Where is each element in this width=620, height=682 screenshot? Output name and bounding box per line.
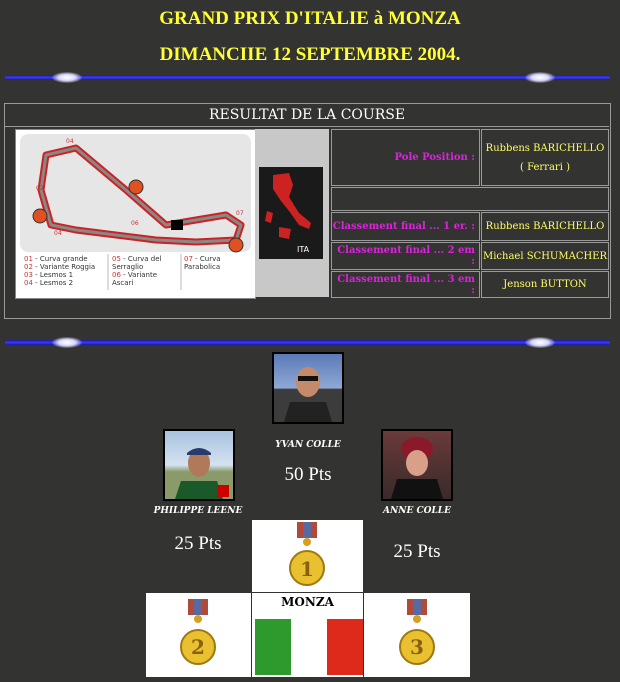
second-place-points: 25 Pts [174, 533, 222, 554]
legend-item: 04 - Lesmos 2 [24, 279, 74, 287]
spacer-row [331, 187, 609, 211]
legend-item: 01 - Curva grande [24, 255, 88, 263]
third-place-points: 25 Pts [393, 541, 441, 562]
results-header: RESULTAT DE LA COURSE [5, 104, 609, 127]
italy-map [255, 129, 329, 297]
flag-white [291, 619, 327, 675]
third-place-name: ANNE COLLE [383, 506, 451, 516]
circuit-map [15, 129, 256, 299]
medal-number: 3 [410, 635, 424, 659]
legend-item: 05 - Curva del Serraglio [112, 255, 162, 271]
svg-text:07: 07 [236, 210, 244, 217]
circuit-legend-col1 [24, 255, 106, 287]
second-place-label: Classement final ... 2 em : [331, 242, 480, 270]
podium-venue-block [252, 593, 363, 677]
medal-gold-icon [252, 520, 363, 592]
page-title: GRAND PRIX D'ITALIE à MONZA [159, 8, 461, 29]
svg-text:04: 04 [54, 230, 62, 237]
flag-green [255, 619, 291, 675]
first-place-value: Rubbens BARICHELLO [481, 212, 609, 241]
second-place-value: Michael SCHUMACHER [481, 242, 609, 270]
page-subtitle-date: DIMANCIIE 12 SEPTEMBRE 2004. [159, 44, 461, 65]
svg-text:06: 06 [131, 220, 139, 227]
circuit-legend-col3 [184, 255, 252, 271]
svg-text:02: 02 [36, 185, 44, 192]
circuit-legend-col2 [112, 255, 180, 287]
svg-text:04: 04 [66, 138, 74, 145]
third-place-label: Classement final ... 3 em : [331, 271, 480, 298]
legend-item: 02 - Variante Roggia [24, 263, 96, 271]
venue-label: MONZA [281, 595, 334, 609]
separator-bar [5, 340, 610, 345]
legend-item: 03 - Lesmos 1 [24, 271, 74, 279]
legend-item: 07 - Curva Parabolica [184, 255, 221, 271]
first-place-name: YVAN COLLE [275, 440, 341, 450]
pole-team: ( Ferrari ) [520, 161, 570, 173]
separator-bar [5, 75, 610, 80]
medal-number: 1 [300, 557, 314, 581]
first-place-points: 50 Pts [284, 464, 332, 485]
second-place-name: PHILIPPE LEENE [153, 506, 243, 516]
italy-map-image [259, 167, 323, 259]
avatar-first-place [272, 352, 344, 424]
pole-driver: Rubbens BARICHELLO [485, 142, 605, 154]
podium-first-block [252, 520, 363, 592]
avatar-second-place [163, 429, 235, 501]
medal-number: 2 [191, 635, 205, 659]
pole-position-value [481, 129, 609, 186]
third-place-value: Jenson BUTTON [481, 271, 609, 298]
avatar-third-place [381, 429, 453, 501]
pole-position-label: Pole Position : [331, 129, 480, 186]
first-place-label: Classement final ... 1 er. : [331, 212, 480, 241]
legend-item: 06 - Variante Ascari [112, 271, 158, 287]
italy-label: ITA [297, 245, 310, 254]
flag-red [327, 619, 363, 675]
podium-third-block [364, 593, 470, 677]
podium-second-block [146, 593, 251, 677]
